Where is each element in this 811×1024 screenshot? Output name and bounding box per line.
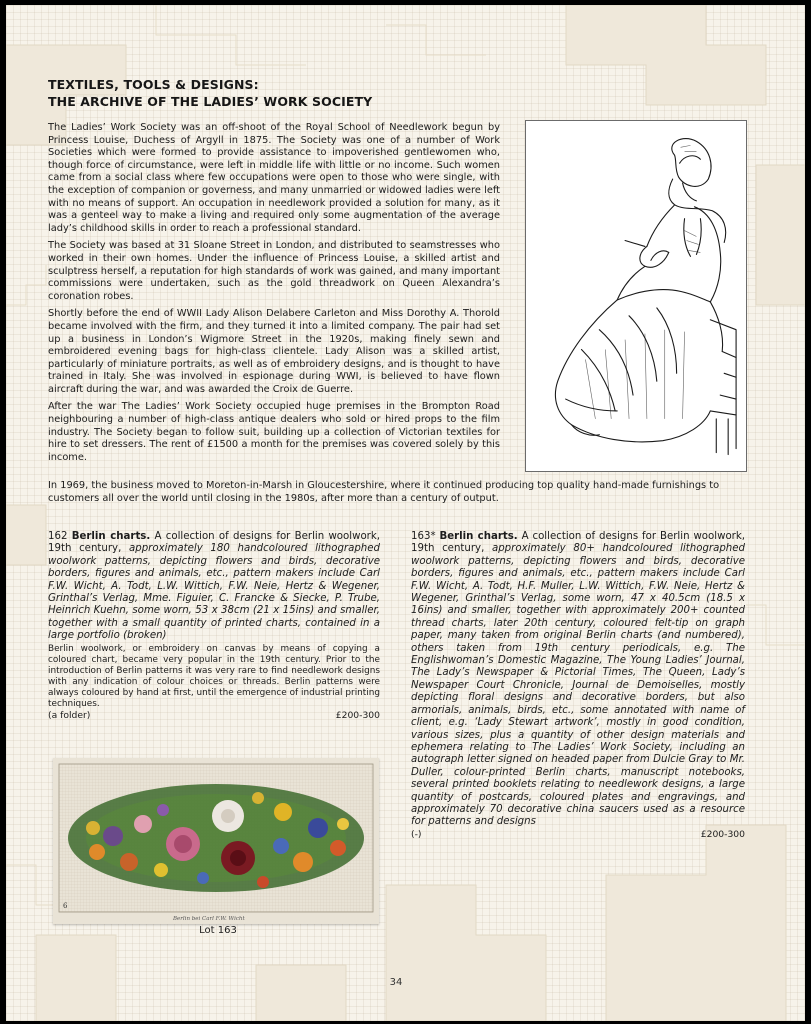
lot-estimate: £200-300 <box>335 709 380 721</box>
page-title-line-2: THE ARCHIVE OF THE LADIES’ WORK SOCIETY <box>48 94 373 109</box>
intro-paragraph: The Society was based at 31 Sloane Street in London, and distributed to seamstresses who worked in their own homes. Under the influence of Princess Louise, a skilled artist and sculptress herself, a reputation for high standards of work was gained, and many important commissions were undertaken, such as the gold threadwork on Queen Alexandra’s coronation robes. <box>48 240 500 302</box>
lot-number: 163* <box>411 531 436 542</box>
berlin-chart-floral-pattern <box>53 758 379 924</box>
berlin-chart-image <box>53 758 379 924</box>
page-title <box>48 76 372 110</box>
lot-container: (-) <box>411 828 422 840</box>
lot-italic-text: approximately 80+ handcoloured lithographed woolwork patterns, depicting flowers and birds, decorative borders, figures and animals, etc., pattern makers include Carl F.W. Wicht, A. Todt, H.F. Muller, L.W. Wittich, F.W. Neie, Hertz & Wegener, Grinthal’s Verlag, some worn, 47 x 40.5cm (18.5 x 16ins) and smaller, together with approximately 200+ counted thread charts, later 20th century, coloured felt-tip on graph paper, many taken from original Berlin charts (and numbered), others taken from 19th century periodicals, e.g. The Englishwoman’s Domestic Magazine, The Young Ladies’ Journal, The Lady’s Newspaper & Pictorial Times, The Queen, Lady’s Newspaper Court Chronicle, Journal de Demoiselles, mostly depicting floral designs and decorative borders, but also armorials, animals, birds, etc., some annotated with name of client, e.g. ‘Lady Stewart artwork’, mostly in good condition, various sizes, plus a quantity of other design materials and ephemera relating to The Ladies’ Work Society, including an autograph letter signed on headed paper from Dulcie Gray to Mr. Duller, colour-printed Berlin charts, manuscript notebooks, several printed booklets relating to needlework designs, a large quantity of postcards, coloured plates and engravings, and approximately 70 decorative china saucers used as a resource for patterns and designs <box>411 543 745 828</box>
lot-162-note: Berlin woolwork, or embroidery on canvas by means of copying a coloured chart, became very popular in the 19th century. Prior to the introduction of Berlin patterns it was very rare to find needlework designs with any indication of colour choices or threads. Berlin patterns were always coloured by hand at first, until the emergence of industrial printing techniques. <box>48 643 380 709</box>
lot-container: (a folder) <box>48 709 91 721</box>
page-number: 34 <box>389 977 403 988</box>
lot-162-footer <box>48 710 380 721</box>
lot-163-listing <box>411 531 745 840</box>
intro-paragraph: After the war The Ladies’ Work Society occupied huge premises in the Brompton Road neighbouring a number of high-class antique dealers who sold or hired props to the film industry. The Society began to follow suit, building up a collection of Victorian textiles for hire to set dressers. The rent of £1500 a month for the premises was covered solely by this income. <box>48 401 500 463</box>
catalogue-page <box>6 5 805 1021</box>
intro-paragraph: The Ladies’ Work Society was an off-shoot of the Royal School of Needlework begun by Princess Louise, Duchess of Argyll in 1875. The Society was one of a number of Work Societies which were formed to provide assistance to impoverished gentlewomen who, though force of circumstance, were left in middle life with little or no income. Such women came from a social class where few occupations were open to those who were single, with the exception of companion or governess, and many unmarried or widowed ladies were left with no means of support. An occupation in needlework provided a solution for many, as it was a genteel way to make a living and required only some augmentation of the average lady’s childhood skills in order to reach a professional standard. <box>48 122 500 234</box>
figure-caption: Lot 163 <box>199 925 237 936</box>
chart-signature: Berlin bei Carl F.W. Wicht <box>173 916 245 922</box>
lot-title: Berlin charts. <box>71 531 151 542</box>
lot-text: A collection of designs for Berlin woolwork, 19th century, <box>48 531 380 555</box>
intro-closing-paragraph: In 1969, the business moved to Moreton-in-Marsh in Gloucestershire, where it continued producing top quality hand-made furnishings to customers all over the world until closing in the 1980s, after more than a century of output. <box>48 480 720 504</box>
intro-paragraph: Shortly before the end of WWII Lady Alison Delabere Carleton and Miss Dorothy A. Thorold became involved with the firm, and they turned it into a limited company. The pair had set up a business in London’s Wigmore Street in the 1920s, making finely sewn and embroidered evening bags for high-class clientele. Lady Alison was a skilled artist, particularly of miniature portraits, as well as of embroidery designs, and is thought to have trained in Italy. She was involved in espionage during WWI, is believed to have flown aircraft during the war, and was awarded the Croix de Guerre. <box>48 308 500 395</box>
lot-number: 162 <box>48 531 68 542</box>
lot-163-footer <box>411 829 745 840</box>
lot-italic-text: approximately 180 handcoloured lithographed woolwork patterns, depicting flowers and birds, decorative borders, figures and animals, etc., pattern makers include Carl F.W. Wicht, A. Todt, L.W. Wittich, F.W. Neie, Hertz & Wegener, Grinthal’s Verlag, Mme. Figuier, C. Francke & Siecke, P. Trube, Heinrich Kuehn, some worn, 53 x 38cm (21 x 15ins) and smaller, together with a small quantity of printed charts, contained in a large portfolio (broken) <box>48 543 380 642</box>
page-title-line-1: TEXTILES, TOOLS & DESIGNS: <box>48 77 259 92</box>
lot-162-description <box>48 531 380 643</box>
intro-text <box>48 122 500 469</box>
lot-text: A collection of designs for Berlin woolwork, 19th century, <box>411 531 745 555</box>
lot-163-description <box>411 531 745 829</box>
seated-lady-illustration <box>525 120 747 472</box>
lot-162-listing <box>48 531 380 721</box>
lot-estimate: £200-300 <box>700 828 745 840</box>
seated-lady-drawing <box>526 121 746 471</box>
chart-number: 6 <box>63 902 68 910</box>
lot-title: Berlin charts. <box>439 531 518 542</box>
